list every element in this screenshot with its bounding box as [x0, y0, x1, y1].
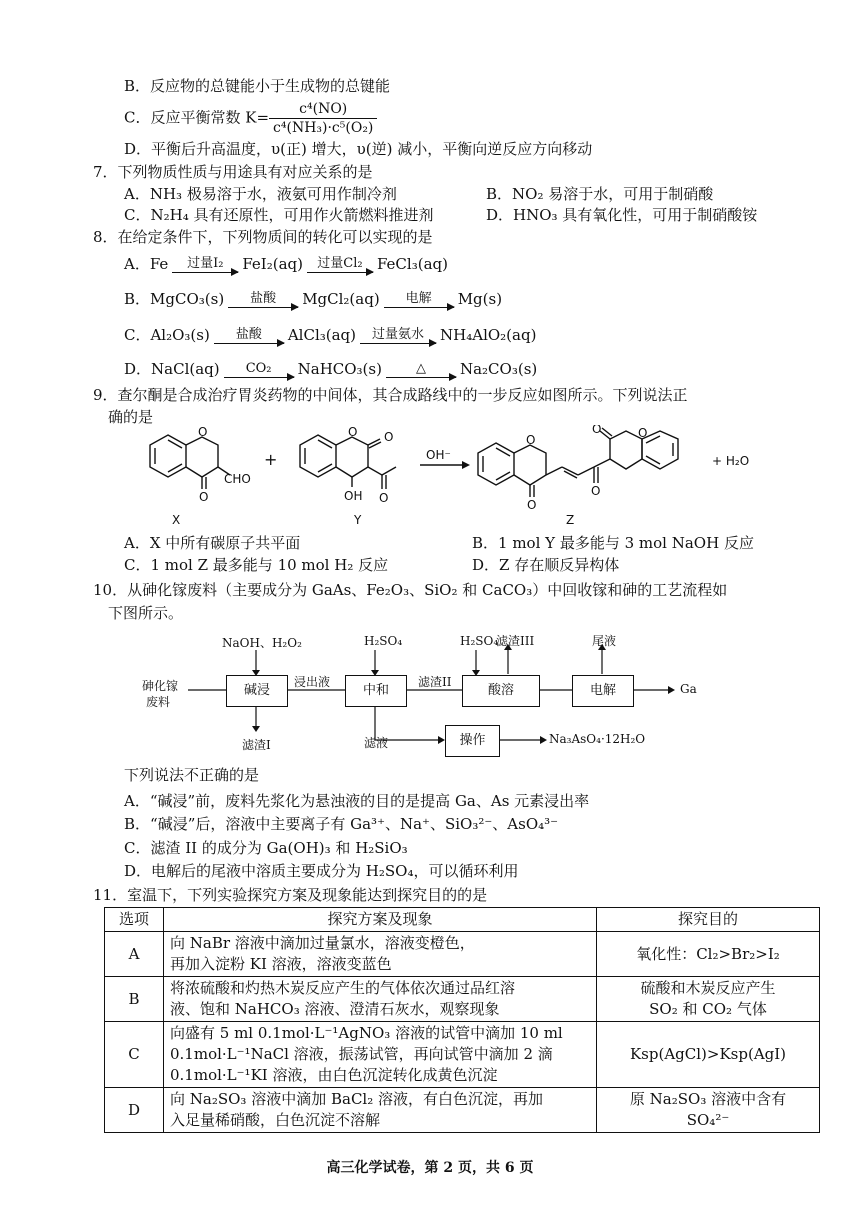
- flow-exhaust-liquid: 尾液: [592, 634, 617, 648]
- q7-option-a: A．NH₃ 极易溶于水，液氨可用作制冷剂: [124, 185, 397, 203]
- flow-feed-line2: 废料: [146, 695, 171, 709]
- q8-option-b: [124, 289, 502, 309]
- q8c-start: C．Al₂O₃(s): [124, 326, 210, 344]
- z-pyranone-ring: [514, 445, 546, 485]
- y-ring-oxygen: O: [348, 425, 358, 439]
- flow-reagent-h2so4-2: H₂SO₄: [460, 634, 499, 648]
- flow-feed-line1: 砷化镓: [142, 679, 179, 693]
- q11-stem: 11．室温下，下列实验探究方案及现象能达到探究目的的是: [93, 886, 488, 904]
- goal-line: 硫酸和木炭反应产生: [640, 979, 776, 997]
- fraction-denominator: c⁴(NH₃)·c⁵(O₂): [273, 120, 374, 136]
- q6-option-d: D．平衡后升高温度，υ(正) 增大，υ(逆) 减小，平衡向逆反应方向移动: [124, 140, 593, 158]
- q8d-end: Na₂CO₃(s): [459, 360, 538, 378]
- q10-option-d: D．电解后的尾液中溶质主要成分为 H₂SO₄，可以循环利用: [124, 862, 519, 880]
- flow-box-operation: 操作: [445, 725, 500, 757]
- q9-reaction-scheme: [0, 425, 860, 530]
- y-ketone-oxygen: O: [379, 491, 389, 505]
- plus-sign: +: [264, 450, 278, 469]
- plan-line: 入足量稀硝酸，白色沉淀不溶解: [170, 1111, 381, 1129]
- flow-reagent-h2so4-1: H₂SO₄: [364, 634, 403, 648]
- q8-option-d: [124, 359, 537, 379]
- fraction-numerator: c⁴(NO): [269, 100, 377, 119]
- water-product: + H₂O: [712, 454, 750, 468]
- reaction-arrow: [172, 257, 238, 273]
- q9-option-b: B．1 mol Y 最多能与 3 mol NaOH 反应: [472, 534, 754, 552]
- table-row: [105, 977, 820, 1022]
- compound-z-label: Z: [566, 513, 575, 527]
- q10-ask: 下列说法不正确的是: [124, 766, 260, 784]
- q8d-start: D．NaCl(aq): [124, 360, 220, 378]
- z-ketone-oxygen-left: O: [527, 498, 537, 512]
- flow-residue-1: 滤渣I: [242, 738, 271, 752]
- compound-x-label: X: [172, 513, 181, 527]
- arrow-label: △: [415, 361, 426, 376]
- z-lactone-ring-oxygen: O: [638, 426, 648, 440]
- flow-residue-2: 滤渣II: [418, 675, 452, 689]
- flow-product-sodium-arsenate: Na₃AsO₄·12H₂O: [549, 732, 646, 746]
- row-goal: [597, 1088, 820, 1133]
- reaction-arrow: [307, 257, 373, 273]
- flow-box-electrolysis: 电解: [572, 675, 634, 707]
- reaction-arrow: [214, 328, 284, 344]
- header-plan: 探究方案及现象: [164, 908, 597, 932]
- q8a-end: FeCl₃(aq): [376, 255, 448, 273]
- q6-option-c: [124, 100, 377, 137]
- flow-box-acid-dissolve: 酸溶: [462, 675, 540, 707]
- x-ketone-oxygen: O: [199, 490, 209, 504]
- plan-line: 向 NaBr 溶液中滴加过量氯水，溶液变橙色，: [170, 934, 475, 952]
- row-plan: [164, 977, 597, 1022]
- q8-stem: 8．在给定条件下，下列物质间的转化可以实现的是: [93, 228, 433, 246]
- goal-line: SO₄²⁻: [686, 1111, 730, 1129]
- row-goal: [597, 977, 820, 1022]
- y-hydroxyl-label: OH: [344, 489, 363, 503]
- q6-option-b: B．反应物的总键能小于生成物的总键能: [124, 77, 391, 95]
- q11-table: [104, 907, 820, 1133]
- table-row: [105, 1022, 820, 1088]
- z-lactone-carbonyl-oxygen: O: [592, 425, 602, 436]
- arrow-label: 过量氨水: [372, 327, 425, 342]
- q9-option-a: A．X 中所有碳原子共平面: [124, 534, 301, 552]
- x-aldehyde-label: CHO: [224, 472, 251, 486]
- z-ketone-oxygen-right: O: [591, 484, 601, 498]
- q8d-mid: NaHCO₃(s): [297, 360, 382, 378]
- flow-filtrate: 滤液: [364, 736, 389, 750]
- plan-line: 向 Na₂SO₃ 溶液中滴加 BaCl₂ 溶液，有白色沉淀，再加: [170, 1090, 543, 1108]
- q7-stem: 7．下列物质性质与用途具有对应关系的是: [93, 163, 373, 181]
- q8b-end: Mg(s): [457, 290, 503, 308]
- plan-line: 液、饱和 NaHCO₃ 溶液、澄清石灰水，观察现象: [170, 1000, 500, 1018]
- q9-stem-line1: 9．查尔酮是合成治疗胃炎药物的中间体，其合成路线中的一步反应如图所示。下列说法正: [93, 386, 688, 404]
- q8c-end: NH₄AlO₂(aq): [440, 326, 537, 344]
- page-footer: 高三化学试卷，第 2 页，共 6 页: [326, 1160, 534, 1176]
- reaction-arrow: [386, 362, 456, 378]
- flow-reagent-naoh: NaOH、H₂O₂: [222, 636, 302, 650]
- table-header-row: [105, 908, 820, 932]
- q10-option-b: B．“碱浸”后，溶液中主要离子有 Ga³⁺、Na⁺、SiO₃²⁻、AsO₄³⁻: [124, 815, 559, 833]
- table-row: [105, 932, 820, 977]
- q10-flow-arrows: [0, 630, 860, 760]
- row-option: D: [105, 1088, 164, 1133]
- q9-option-d: D．Z 存在顺反异构体: [472, 556, 620, 574]
- q10-option-a: A．“碱浸”前，废料先浆化为悬浊液的目的是提高 Ga、As 元素浸出率: [124, 792, 590, 810]
- q10-stem-line1: 10．从砷化镓废料（主要成分为 GaAs、Fe₂O₃、SiO₂ 和 CaCO₃）中回收镓和砷的工艺流程如: [93, 581, 728, 599]
- flow-residue-3: 滤渣III: [496, 634, 535, 648]
- arrow-label: CO₂: [245, 361, 272, 376]
- flow-box-neutralize: 中和: [345, 675, 407, 707]
- table-row: [105, 1088, 820, 1133]
- goal-line: SO₂ 和 CO₂ 气体: [649, 1000, 767, 1018]
- q9-option-c: C．1 mol Z 最多能与 10 mol H₂ 反应: [124, 556, 389, 574]
- q9-stem-line2: 确的是: [108, 408, 154, 426]
- q10-option-c: C．滤渣 II 的成分为 Ga(OH)₃ 和 H₂SiO₃: [124, 839, 408, 857]
- y-carbonyl-oxygen: O: [384, 430, 394, 444]
- q8a-mid: FeI₂(aq): [242, 255, 303, 273]
- q8b-mid: MgCl₂(aq): [302, 290, 380, 308]
- x-ring-oxygen: O: [198, 425, 208, 439]
- compound-y-label: Y: [354, 513, 362, 527]
- goal-line: 氧化性：Cl₂>Br₂>I₂: [636, 944, 780, 963]
- row-goal: [597, 1022, 820, 1088]
- q10-stem-line2: 下图所示。: [108, 604, 184, 622]
- plan-line: 将浓硫酸和灼热木炭反应产生的气体依次通过品红溶: [170, 979, 516, 997]
- row-goal: [597, 932, 820, 977]
- plan-line: 0.1mol·L⁻¹KI 溶液，由白色沉淀转化成黄色沉淀: [170, 1066, 498, 1084]
- plan-line: 向盛有 5 ml 0.1mol·L⁻¹AgNO₃ 溶液的试管中滴加 10 ml: [170, 1024, 563, 1042]
- x-pyranone-ring: [186, 437, 218, 477]
- q8c-mid: AlCl₃(aq): [287, 326, 357, 344]
- row-option: C: [105, 1022, 164, 1088]
- row-plan: [164, 932, 597, 977]
- reaction-condition: OH⁻: [426, 448, 451, 462]
- goal-line: Ksp(AgCl)>Ksp(AgI): [629, 1045, 787, 1063]
- q8-option-c: [124, 325, 536, 345]
- arrow-label: 过量Cl₂: [317, 256, 363, 271]
- flow-product-ga: Ga: [680, 682, 697, 696]
- goal-line: 原 Na₂SO₃ 溶液中含有: [629, 1090, 787, 1108]
- q8-option-a: [124, 254, 448, 274]
- q7-option-d: D．HNO₃ 具有氧化性，可用于制硝酸铵: [486, 206, 758, 224]
- reaction-arrow: [224, 362, 294, 378]
- row-plan: [164, 1088, 597, 1133]
- reaction-arrow: [360, 328, 436, 344]
- arrow-label: 过量I₂: [187, 256, 224, 271]
- header-goal: 探究目的: [597, 908, 820, 932]
- q8a-start: A．Fe: [124, 255, 169, 273]
- plan-line: 0.1mol·L⁻¹NaCl 溶液，振荡试管，再向试管中滴加 2 滴: [170, 1045, 553, 1063]
- reaction-arrow: [228, 292, 298, 308]
- arrow-label: 盐酸: [250, 291, 277, 306]
- header-option: 选项: [105, 908, 164, 932]
- flow-box-alkali-leach: 碱浸: [226, 675, 288, 707]
- q6-option-c-prefix: C．反应平衡常数 K=: [124, 108, 270, 127]
- q8b-start: B．MgCO₃(s): [124, 290, 225, 308]
- y-lactone-ring: [336, 437, 368, 477]
- row-option: A: [105, 932, 164, 977]
- arrow-label: 盐酸: [235, 327, 262, 342]
- reaction-arrow: [384, 292, 454, 308]
- flow-leachate: 浸出液: [294, 675, 331, 689]
- q7-option-b: B．NO₂ 易溶于水，可用于制硝酸: [486, 185, 714, 203]
- equilibrium-constant-fraction: [269, 100, 377, 137]
- z-ring-oxygen: O: [526, 433, 536, 447]
- plan-line: 再加入淀粉 KI 溶液，溶液变蓝色: [170, 955, 392, 973]
- q7-option-c: C．N₂H₄ 具有还原性，可用作火箭燃料推进剂: [124, 206, 434, 224]
- row-option: B: [105, 977, 164, 1022]
- row-plan: [164, 1022, 597, 1088]
- arrow-label: 电解: [405, 291, 432, 306]
